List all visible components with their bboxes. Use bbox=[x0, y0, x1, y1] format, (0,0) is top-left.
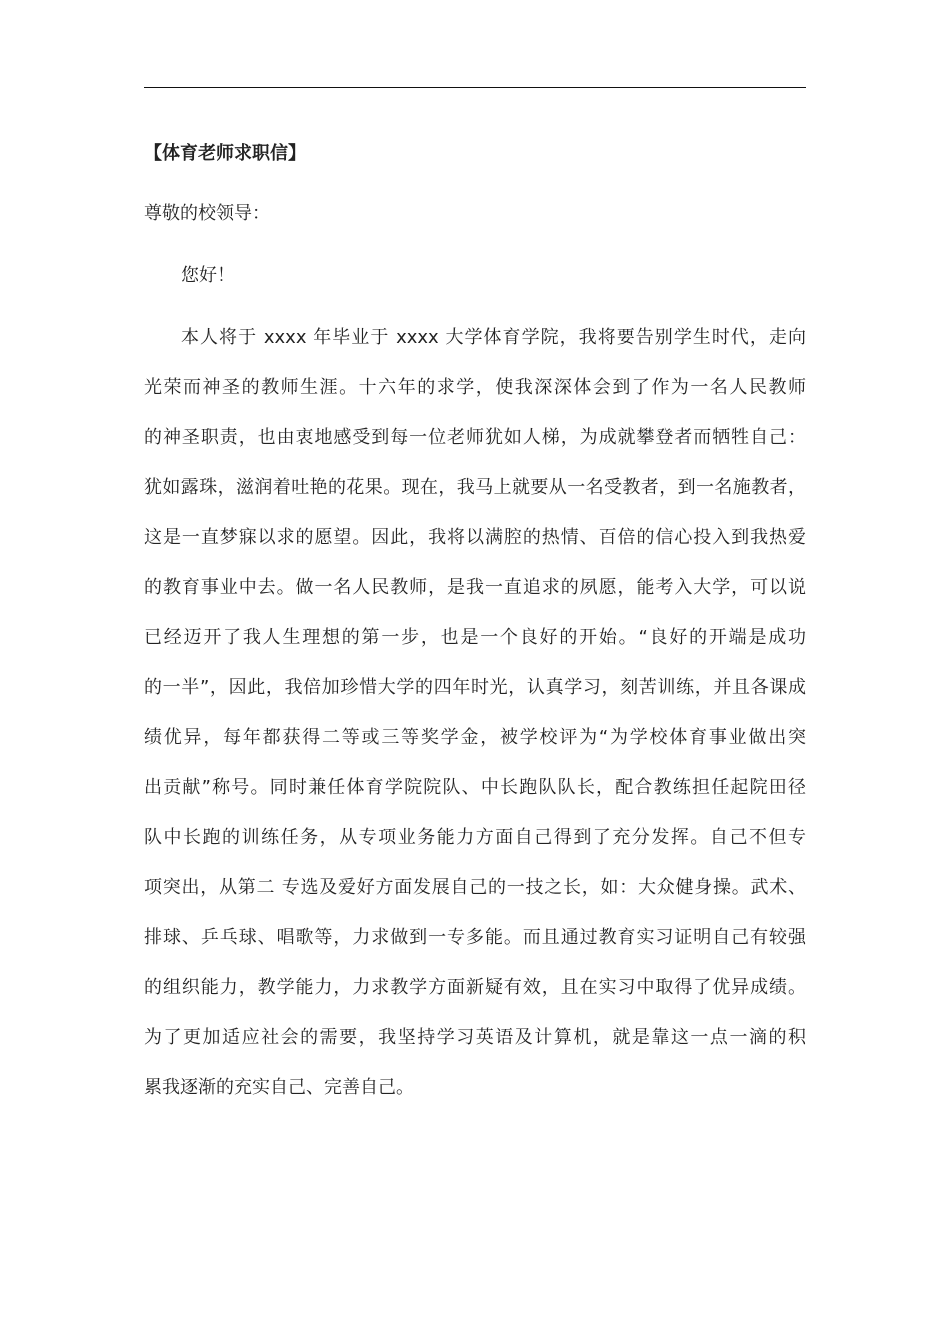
header-rule bbox=[144, 87, 806, 88]
body-line: 排球、乒乓球、唱歌等，力求做到一专多能。而且通过教育实习证明自己有较强 bbox=[144, 927, 806, 948]
body-line: 的组织能力，教学能力，力求教学方面新疑有效，且在实习中取得了优异成绩。 bbox=[144, 977, 806, 998]
body-line: 绩优异，每年都获得二等或三等奖学金，被学校评为“为学校体育事业做出突 bbox=[144, 727, 806, 748]
greeting: 您好！ bbox=[181, 265, 235, 286]
body-line: 已经迈开了我人生理想的第一步，也是一个良好的开始。“良好的开端是成功 bbox=[144, 627, 806, 648]
body-line: 累我逐渐的充实自己、完善自己。 bbox=[144, 1077, 414, 1098]
salutation: 尊敬的校领导： bbox=[144, 203, 270, 224]
body-line: 的一半”，因此，我倍加珍惜大学的四年时光，认真学习，刻苦训练，并且各课成 bbox=[144, 677, 806, 698]
document-title: 【体育老师求职信】 bbox=[144, 143, 306, 164]
body-line: 项突出，从第二 专选及爱好方面发展自己的一技之长，如：大众健身操。武术、 bbox=[144, 877, 806, 898]
body-line: 犹如露珠，滋润着吐艳的花果。现在，我马上就要从一名受教者，到一名施教者， bbox=[144, 477, 806, 498]
body-line: 出贡献”称号。同时兼任体育学院院队、中长跑队队长，配合教练担任起院田径 bbox=[144, 777, 806, 798]
body-line: 的神圣职责，也由衷地感受到每一位老师犹如人梯，为成就攀登者而牺牲自己： bbox=[144, 427, 806, 448]
body-paragraph bbox=[144, 313, 806, 1113]
body-line: 光荣而神圣的教师生涯。十六年的求学，使我深深体会到了作为一名人民教师 bbox=[144, 377, 806, 398]
body-line: 为了更加适应社会的需要，我坚持学习英语及计算机，就是靠这一点一滴的积 bbox=[144, 1027, 806, 1048]
body-line: 这是一直梦寐以求的愿望。因此，我将以满腔的热情、百倍的信心投入到我热爱 bbox=[144, 527, 806, 548]
body-line: 本人将于 xxxx 年毕业于 xxxx 大学体育学院，我将要告别学生时代，走向 bbox=[181, 327, 806, 348]
body-line: 队中长跑的训练任务，从专项业务能力方面自己得到了充分发挥。自己不但专 bbox=[144, 827, 806, 848]
body-line: 的教育事业中去。做一名人民教师，是我一直追求的夙愿，能考入大学，可以说 bbox=[144, 577, 806, 598]
